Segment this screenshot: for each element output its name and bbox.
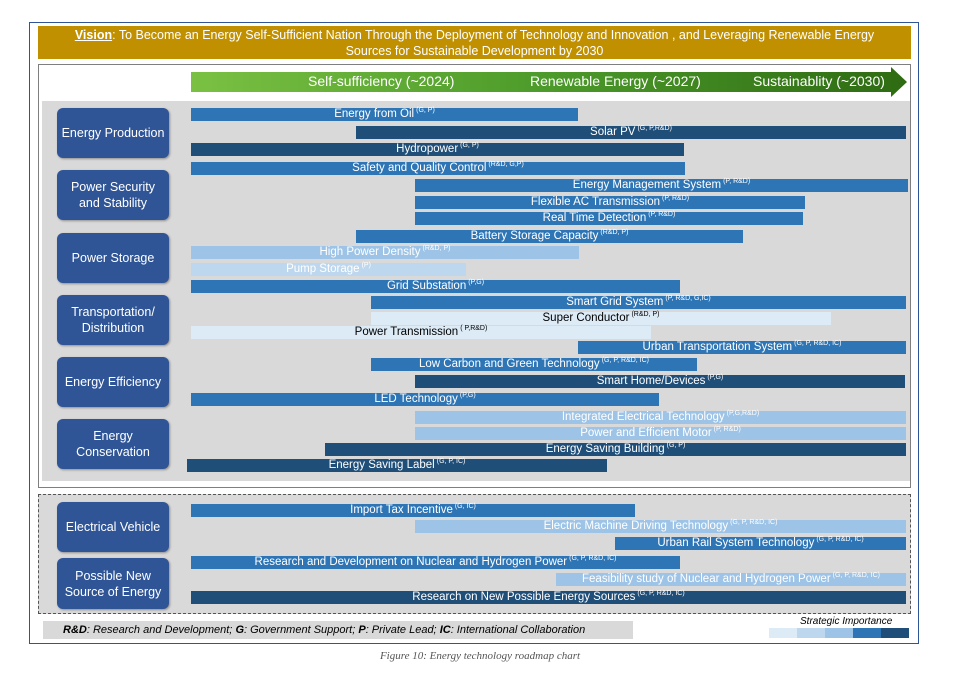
category-energy-efficiency: Energy Efficiency xyxy=(57,357,169,407)
bar-import-tax-incentive: Import Tax Incentive $^{(G, IC)}$ xyxy=(191,504,635,517)
category-electrical-vehicle: Electrical Vehicle xyxy=(57,502,169,552)
category-power-storage: Power Storage xyxy=(57,233,169,283)
category-energy-production: Energy Production xyxy=(57,108,169,158)
category-energy-conservation: Energy Conservation xyxy=(57,419,169,469)
bar-research-new-energy-sources: Research on New Possible Energy Sources $^{(G, P, R\&D, IC)}$ xyxy=(191,591,906,604)
phase-sustainability: Sustainablity (~2030) xyxy=(753,73,885,89)
bar-feasibility-nuclear-hydrogen: Feasibility study of Nuclear and Hydrogen Power $^{(G, P, R\&D, IC)}$ xyxy=(556,573,906,586)
strategic-importance-label: Strategic Importance xyxy=(800,616,893,627)
figure-caption: Figure 10: Energy technology roadmap chart xyxy=(379,650,581,662)
bar-electric-machine-driving: Electric Machine Driving Technology $^{(G, P, R\&D, IC)}$ xyxy=(415,520,906,533)
bar-urban-rail-system: Urban Rail System Technology $^{(G, P, R\&D, IC)}$ xyxy=(615,537,906,550)
bar-flexible-ac-transmission: Flexible AC Transmission $^{(P, R\&D)}$ xyxy=(415,196,805,209)
importance-swatch-3 xyxy=(825,628,853,638)
category-new-energy-source: Possible New Source of Energy xyxy=(57,558,169,609)
bar-grid-substation: Grid Substation $^{(P,G)}$ xyxy=(191,280,680,293)
phase-self-sufficiency: Self-sufficiency (~2024) xyxy=(308,73,455,89)
bar-real-time-detection: Real Time Detection $^{(P, R\&D)}$ xyxy=(415,212,803,225)
category-power-security: Power Security and Stability xyxy=(57,170,169,220)
bar-safety-quality-control: Safety and Quality Control $^{(R\&D, G,P)}$ xyxy=(191,162,685,175)
bar-high-power-density: High Power Density $^{(R\&D, P)}$ xyxy=(191,246,579,259)
phase-renewable-energy: Renewable Energy (~2027) xyxy=(530,73,701,89)
bar-solar-pv: Solar PV $^{(G, P,R\&D)}$ xyxy=(356,126,906,139)
bar-pump-storage: Pump Storage $^{(P)}$ xyxy=(191,263,466,276)
bar-energy-saving-label: Energy Saving Label $^{(G, P, IC)}$ xyxy=(187,459,607,472)
bar-integrated-electrical-technology: Integrated Electrical Technology $^{(P,G,R\&D)}$ xyxy=(415,411,906,424)
bar-energy-saving-building: Energy Saving Building $^{(G, P)}$ xyxy=(325,443,906,456)
abbreviation-legend: R&D: Research and Development; G: Government Support; P: Private Lead; IC: International Collaboration xyxy=(43,621,633,639)
bar-urban-transportation-system: Urban Transportation System $^{(G, P, R\&D, IC)}$ xyxy=(578,341,906,354)
bar-low-carbon-green-technology: Low Carbon and Green Technology $^{(G, P, R\&D, IC)}$ xyxy=(371,358,697,371)
bar-hydropower: Hydropower $^{(G, P)}$ xyxy=(191,143,684,156)
bar-battery-storage-capacity: Battery Storage Capacity $^{(R\&D, P)}$ xyxy=(356,230,743,243)
vision-text-line1: : To Become an Energy Self-Sufficient Nation Through the Deployment of Technology and Innovation , and Leveraging Renewable Energy xyxy=(112,28,875,42)
bar-smart-home-devices: Smart Home/Devices $^{(P,G)}$ xyxy=(415,375,905,388)
importance-swatch-5 xyxy=(881,628,909,638)
vision-text-line2: Sources for Sustainable Development by 2030 xyxy=(345,44,604,58)
category-transportation-distribution: Transportation/ Distribution xyxy=(57,295,169,345)
bar-power-transmission: Power Transmission $^{( P,R\&D)}$ xyxy=(191,326,651,339)
bar-led-technology: LED Technology $^{(P,G)}$ xyxy=(191,393,659,406)
vision-banner xyxy=(38,26,911,59)
bar-rd-nuclear-hydrogen: Research and Development on Nuclear and Hydrogen Power $^{(G, P, R\&D, IC)}$ xyxy=(191,556,680,569)
vision-label: Vision xyxy=(74,28,113,42)
importance-swatch-1 xyxy=(769,628,797,638)
bar-energy-from-oil: Energy from Oil $^{(G, P)}$ xyxy=(191,108,578,121)
bar-smart-grid-system: Smart Grid System $^{(P, R\&D, G,IC)}$ xyxy=(371,296,906,309)
importance-swatch-4 xyxy=(853,628,881,638)
bar-super-conductor: Super Conductor $^{(R\&D, P)}$ xyxy=(371,312,831,325)
bar-energy-management-system: Energy Management System $^{(P, R\&D)}$ xyxy=(415,179,908,192)
bar-power-efficient-motor: Power and Efficient Motor $^{(P, R\&D)}$ xyxy=(415,427,906,440)
importance-swatch-2 xyxy=(797,628,825,638)
